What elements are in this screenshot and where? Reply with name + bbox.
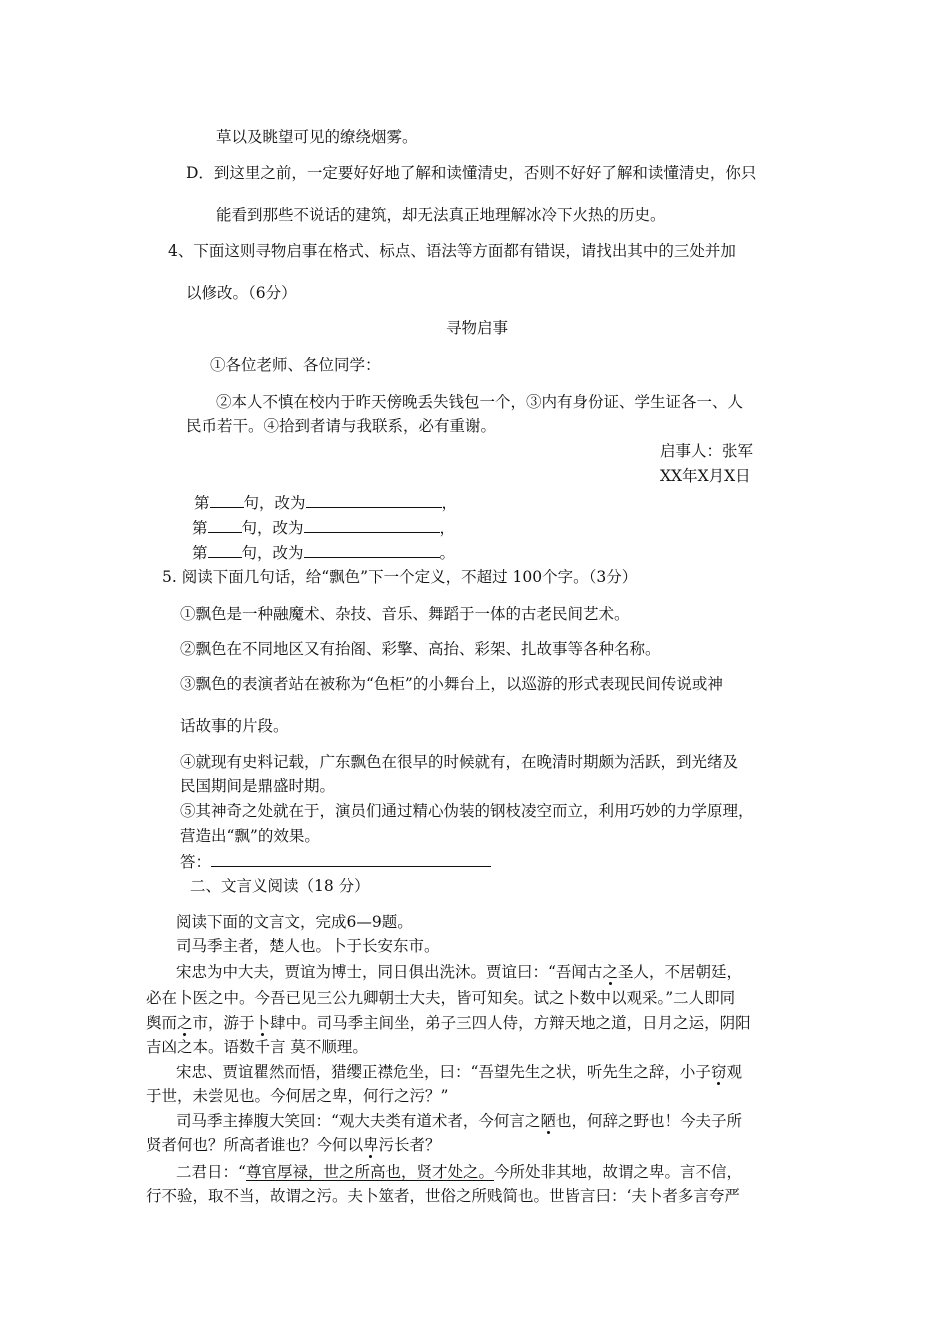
notice-date: XX年X月X日 (660, 467, 751, 485)
passage-paragraph-4-line1 (176, 1111, 742, 1131)
passage-paragraph-3-line2: 于世，未尝见也。今何居之卑，何行之污？” (146, 1087, 449, 1105)
passage-paragraph-5-line1 (176, 1162, 742, 1182)
passage-text: 舆而 (146, 1014, 178, 1032)
fill-mid: 句，改为 (243, 494, 306, 512)
fill-end: ， (439, 519, 456, 537)
passage-text: 肆中。司马季主间坐，弟子三四人侍，方辩天地之道，日月之运，阴阳 (270, 1014, 751, 1032)
answer-label: 答： (180, 853, 212, 871)
passage-paragraph-2-line4: 吉凶之本。语数千言 莫不顺理。 (146, 1038, 368, 1056)
passage-text: 观 (726, 1063, 742, 1081)
emphasized-char: 之 (602, 963, 618, 981)
sentence-number-blank[interactable] (210, 492, 244, 508)
correction-line-2 (192, 517, 455, 538)
notice-line-2: ②本人不慎在校内于昨天傍晚丢失钱包一个，③内有身份证、学生证各一、人 (216, 393, 744, 411)
q5-sentence-5-cont: 营造出“飘”的效果。 (180, 827, 320, 845)
passage-paragraph-4-line2 (146, 1135, 441, 1155)
fill-mid: 句，改为 (241, 544, 304, 562)
sentence-number-blank[interactable] (208, 517, 242, 533)
emphasized-char: 窃 (710, 1063, 727, 1081)
emphasized-char: 陋 (540, 1112, 556, 1130)
notice-line-3: 民币若干。④拾到者请与我联系，必有重谢。 (186, 417, 497, 435)
fill-prefix: 第 (192, 519, 208, 537)
passage-paragraph-1: 司马季主者，楚人也。卜于长安东市。 (176, 937, 440, 955)
correction-blank[interactable] (304, 517, 440, 533)
q5-sentence-2: ②飘色在不同地区又有抬阁、彩擎、高抬、彩架、扎故事等各种名称。 (180, 640, 661, 658)
sentence-number-blank[interactable] (208, 542, 242, 558)
fill-end: 。 (439, 544, 456, 562)
passage-text: 贤者何也？所高者谁也？今何以 (146, 1136, 364, 1154)
q5-sentence-3: ③飘色的表演者站在被称为“色柜”的小舞台上，以巡游的形式表现民间传说或神 (180, 675, 723, 693)
passage-text: 市，游于 (192, 1014, 255, 1032)
notice-signer: 启事人：张军 (660, 442, 754, 460)
fill-prefix: 第 (194, 494, 210, 512)
passage-text: 司马季主捧腹大笑回：“观大夫类有道术者，今何言之 (176, 1112, 541, 1130)
fill-end: ， (441, 494, 458, 512)
passage-paragraph-2-line2: 必在卜医之中。今吾已见三公九卿朝士大夫，皆可知矣。试之卜数中以观采。”二人即同 (146, 989, 736, 1007)
passage-paragraph-5-line2: 行不验，取不当，故谓之污。夫卜筮者，世俗之所贱简也。世皆言曰：‘夫卜者多言夸严 (146, 1187, 740, 1205)
question-5-prompt: 5. 阅读下面几句话，给“飘色”下一个定义，不超过 100个字。（3分） (162, 568, 638, 586)
passage-paragraph-2-line1 (176, 962, 742, 982)
passage-text: 圣人，不居朝廷， (617, 963, 742, 981)
q5-sentence-5: ⑤其神奇之处就在于，演员们通过精心伪装的钢枝凌空而立，利用巧妙的力学原理， (180, 802, 754, 820)
emphasized-char: 之 (177, 1014, 193, 1032)
option-c-continuation: 草以及眺望可见的缭绕烟雾。 (216, 128, 418, 146)
passage-paragraph-2-line3 (146, 1013, 751, 1033)
q5-sentence-1: ①飘色是一种融魔术、杂技、音乐、舞蹈于一体的古老民间艺术。 (180, 605, 630, 623)
question-4-prompt: 4、下面这则寻物启事在格式、标点、语法等方面都有错误，请找出其中的三处并加 (168, 242, 736, 260)
passage-text: 污长者？ (378, 1136, 441, 1154)
option-d-line1: D．到这里之前，一定要好好地了解和读懂清史，否则不好好了解和读懂清史，你只 (186, 164, 757, 182)
answer-blank[interactable] (211, 851, 491, 867)
section-intro: 阅读下面的文言文，完成6—9题。 (176, 913, 413, 931)
fill-mid: 句，改为 (241, 519, 304, 537)
correction-line-3 (192, 542, 455, 563)
passage-text: 二君日：“ (176, 1163, 246, 1181)
fill-prefix: 第 (192, 544, 208, 562)
passage-paragraph-3-line1 (176, 1062, 742, 1082)
notice-line-1: ①各位老师、各位同学： (210, 356, 381, 374)
emphasized-char: 卜 (254, 1014, 271, 1032)
question-4-prompt-cont: 以修改。（6分） (186, 284, 297, 302)
section-heading: 二、文言义阅读（18 分） (190, 877, 370, 895)
q5-sentence-3-cont: 话故事的片段。 (180, 717, 289, 735)
passage-text: 宋忠、贾谊瞿然而悟，猎缨正襟危坐，曰：“吾望先生之状，听先生之辞，小子 (176, 1063, 711, 1081)
option-d-line2: 能看到那些不说话的建筑，却无法真正地理解冰冷下火热的历史。 (216, 206, 666, 224)
correction-blank[interactable] (306, 492, 442, 508)
underlined-sentence: 尊官厚禄，世之所高也，贤才处之。 (245, 1163, 494, 1181)
passage-text: 今所处非其地，故谓之卑。言不信， (493, 1163, 742, 1181)
answer-line (180, 851, 491, 872)
correction-blank[interactable] (304, 542, 440, 558)
correction-line-1 (194, 492, 457, 513)
q5-sentence-4-cont: 民国期间是鼎盛时期。 (180, 777, 336, 795)
emphasized-char: 卑 (363, 1136, 379, 1154)
notice-title: 寻物启事 (446, 319, 509, 337)
passage-text: 宋忠为中大夫，贾谊为博士，同日俱出洗沐。贾谊曰：“吾闻古 (176, 963, 603, 981)
q5-sentence-4: ④就现有史料记载，广东飘色在很早的时候就有，在晚清时期颇为活跃，到光绪及 (180, 753, 739, 771)
passage-text: 也，何辞之野也！今夫子所 (555, 1112, 742, 1130)
